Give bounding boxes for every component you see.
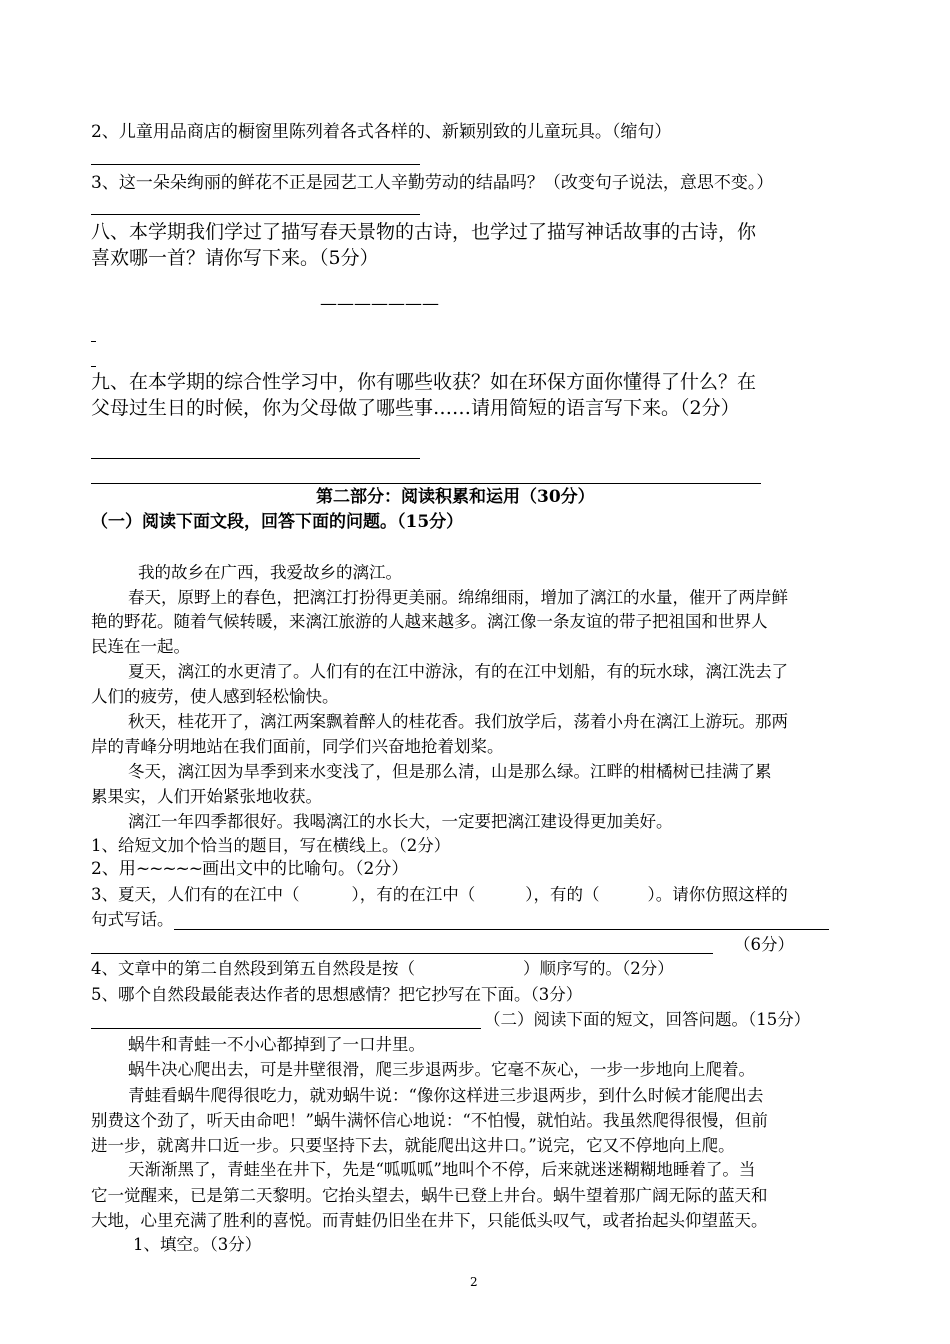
section-1-title: （一）阅读下面文段，回答下面的问题。（15分） bbox=[91, 512, 464, 532]
p2-question-1: 1、填空。（3分） bbox=[133, 1235, 262, 1254]
q8-line-2: 喜欢哪一首？请你写下来。（5分） bbox=[91, 247, 379, 269]
passage2-paragraph-4-line: 天渐渐黑了，青蛙坐在井下，先是“呱呱呱”地叫个不停，后来就迷迷糊糊地睡着了。当 bbox=[128, 1160, 756, 1179]
passage2-paragraph-3-line: 进一步，就离井口近一步。只要坚持下去，就能爬出这井口。”说完，它又不停地向上爬。 bbox=[91, 1136, 735, 1155]
p1-question-3 bbox=[91, 887, 788, 904]
stray-mark bbox=[91, 366, 96, 367]
passage2-paragraph-4-line: 大地，心里充满了胜利的喜悦。而青蛙仍旧坐在井下，只能低头叹气，或者抬起头仰望蓝天。 bbox=[91, 1211, 768, 1230]
q7-item-3: 3、这一朵朵绚丽的鲜花不正是园艺工人辛勤劳动的结晶吗？（改变句子说法，意思不变。） bbox=[91, 173, 774, 193]
passage1-paragraph-4-line: 秋天，桂花开了，漓江两案飘着醉人的桂花香。我们放学后，荡着小舟在漓江上游玩。那两 bbox=[128, 712, 788, 731]
p1-question-5: 5、哪个自然段最能表达作者的思想感情？把它抄写在下面。（3分） bbox=[91, 985, 583, 1004]
q4-part-a: 4、文章中的第二自然段到第五自然段是按（ bbox=[91, 959, 415, 978]
passage1-paragraph-2-line: 民连在一起。 bbox=[91, 637, 190, 656]
q3-part-b: ），有的在江中（ bbox=[351, 885, 476, 904]
answer-line[interactable] bbox=[174, 929, 829, 930]
q8-line-1: 八、本学期我们学过了描写春天景物的古诗，也学过了描写神话故事的古诗，你 bbox=[91, 221, 757, 243]
passage1-paragraph-2-line: 艳的野花。随着气候转暖，来漓江旅游的人越来越多。漓江像一条友谊的带子把祖国和世界人 bbox=[91, 612, 768, 631]
answer-line[interactable] bbox=[91, 483, 761, 484]
passage1-paragraph-6: 漓江一年四季都很好。我喝漓江的水长大，一定要把漓江建设得更加美好。 bbox=[128, 812, 673, 831]
passage1-paragraph-3-line: 夏天，漓江的水更清了。人们有的在江中游泳，有的在江中划船，有的玩水球，漓江洗去了 bbox=[128, 662, 788, 681]
stray-mark bbox=[91, 341, 96, 342]
passage2-paragraph-4-line: 它一觉醒来，已是第二天黎明。它抬头望去，蜗牛已登上井台。蜗牛望着那广阔无际的蓝天和 bbox=[91, 1186, 768, 1205]
passage1-paragraph-4-line: 岸的青峰分明地站在我们面前，同学们兴奋地抢着划桨。 bbox=[91, 737, 504, 756]
q7-item-2: 2、儿童用品商店的橱窗里陈列着各式各样的、新颖别致的儿童玩具。（缩句） bbox=[91, 122, 672, 142]
q3-part-a: 3、夏天，人们有的在江中（ bbox=[91, 885, 300, 904]
passage1-paragraph-5-line: 冬天，漓江因为旱季到来水变浅了，但是那么清，山是那么绿。江畔的柑橘树已挂满了累 bbox=[128, 762, 772, 781]
passage2-paragraph-3-line: 青蛙看蜗牛爬得很吃力，就劝蜗牛说：“像你这样进三步退两步，到什么时候才能爬出去 bbox=[128, 1086, 764, 1105]
answer-line[interactable] bbox=[91, 953, 713, 954]
section-2-title: （二）阅读下面的短文，回答问题。（15分） bbox=[484, 1010, 811, 1029]
p1-question-1: 1、给短文加个恰当的题目，写在横线上。（2分） bbox=[91, 836, 451, 855]
passage2-paragraph-2: 蜗牛决心爬出去，可是井壁很滑，爬三步退两步。它毫不灰心，一步一步地向上爬着。 bbox=[128, 1060, 755, 1079]
part-2-title: 第二部分：阅读积累和运用（30分） bbox=[316, 487, 595, 507]
q2-suffix: 画出文中的比喻句。（2分） bbox=[202, 859, 409, 879]
q4-part-b: ）顺序写的。（2分） bbox=[523, 959, 674, 978]
passage1-paragraph-1: 我的故乡在广西，我爱故乡的漓江。 bbox=[138, 563, 402, 582]
q3-part-d: ）。请你仿照这样的 bbox=[647, 885, 788, 904]
passage1-paragraph-3-line: 人们的疲劳，使人感到轻松愉快。 bbox=[91, 687, 339, 706]
q2-prefix: 2、用 bbox=[91, 859, 136, 879]
answer-line[interactable] bbox=[91, 458, 420, 459]
passage2-paragraph-3-line: 别费这个劲了，听天由命吧！”蜗牛满怀信心地说：“不怕慢，就怕站。我虽然爬得很慢，但前 bbox=[91, 1111, 768, 1130]
passage1-paragraph-2-line: 春天，原野上的春色，把漓江打扮得更美丽。绵绵细雨，增加了漓江的水量，催开了两岸鲜 bbox=[128, 588, 788, 607]
q9-line-1: 九、在本学期的综合性学习中，你有哪些收获？如在环保方面你懂得了什么？在 bbox=[91, 371, 757, 393]
q3-line-2: 句式写话。 bbox=[91, 910, 174, 929]
q9-line-2: 父母过生日的时候，你为父母做了哪些事……请用简短的语言写下来。（2分） bbox=[91, 397, 740, 419]
wavy-line-symbol: ~~~~~ bbox=[135, 859, 203, 879]
answer-line[interactable] bbox=[91, 214, 420, 215]
answer-line[interactable] bbox=[91, 1028, 481, 1029]
q3-part-c: ），有的（ bbox=[525, 885, 600, 904]
q8-dash-line: ——————— bbox=[320, 294, 439, 314]
p1-question-2 bbox=[91, 861, 408, 878]
passage1-paragraph-5-line: 累果实，人们开始紧张地收获。 bbox=[91, 787, 322, 806]
p1-question-4 bbox=[91, 961, 674, 978]
q3-score: （6分） bbox=[734, 935, 794, 954]
page-number: 2 bbox=[470, 1275, 478, 1289]
answer-line[interactable] bbox=[91, 164, 420, 165]
passage2-paragraph-1: 蜗牛和青蛙一不小心都掉到了一口井里。 bbox=[128, 1035, 425, 1054]
